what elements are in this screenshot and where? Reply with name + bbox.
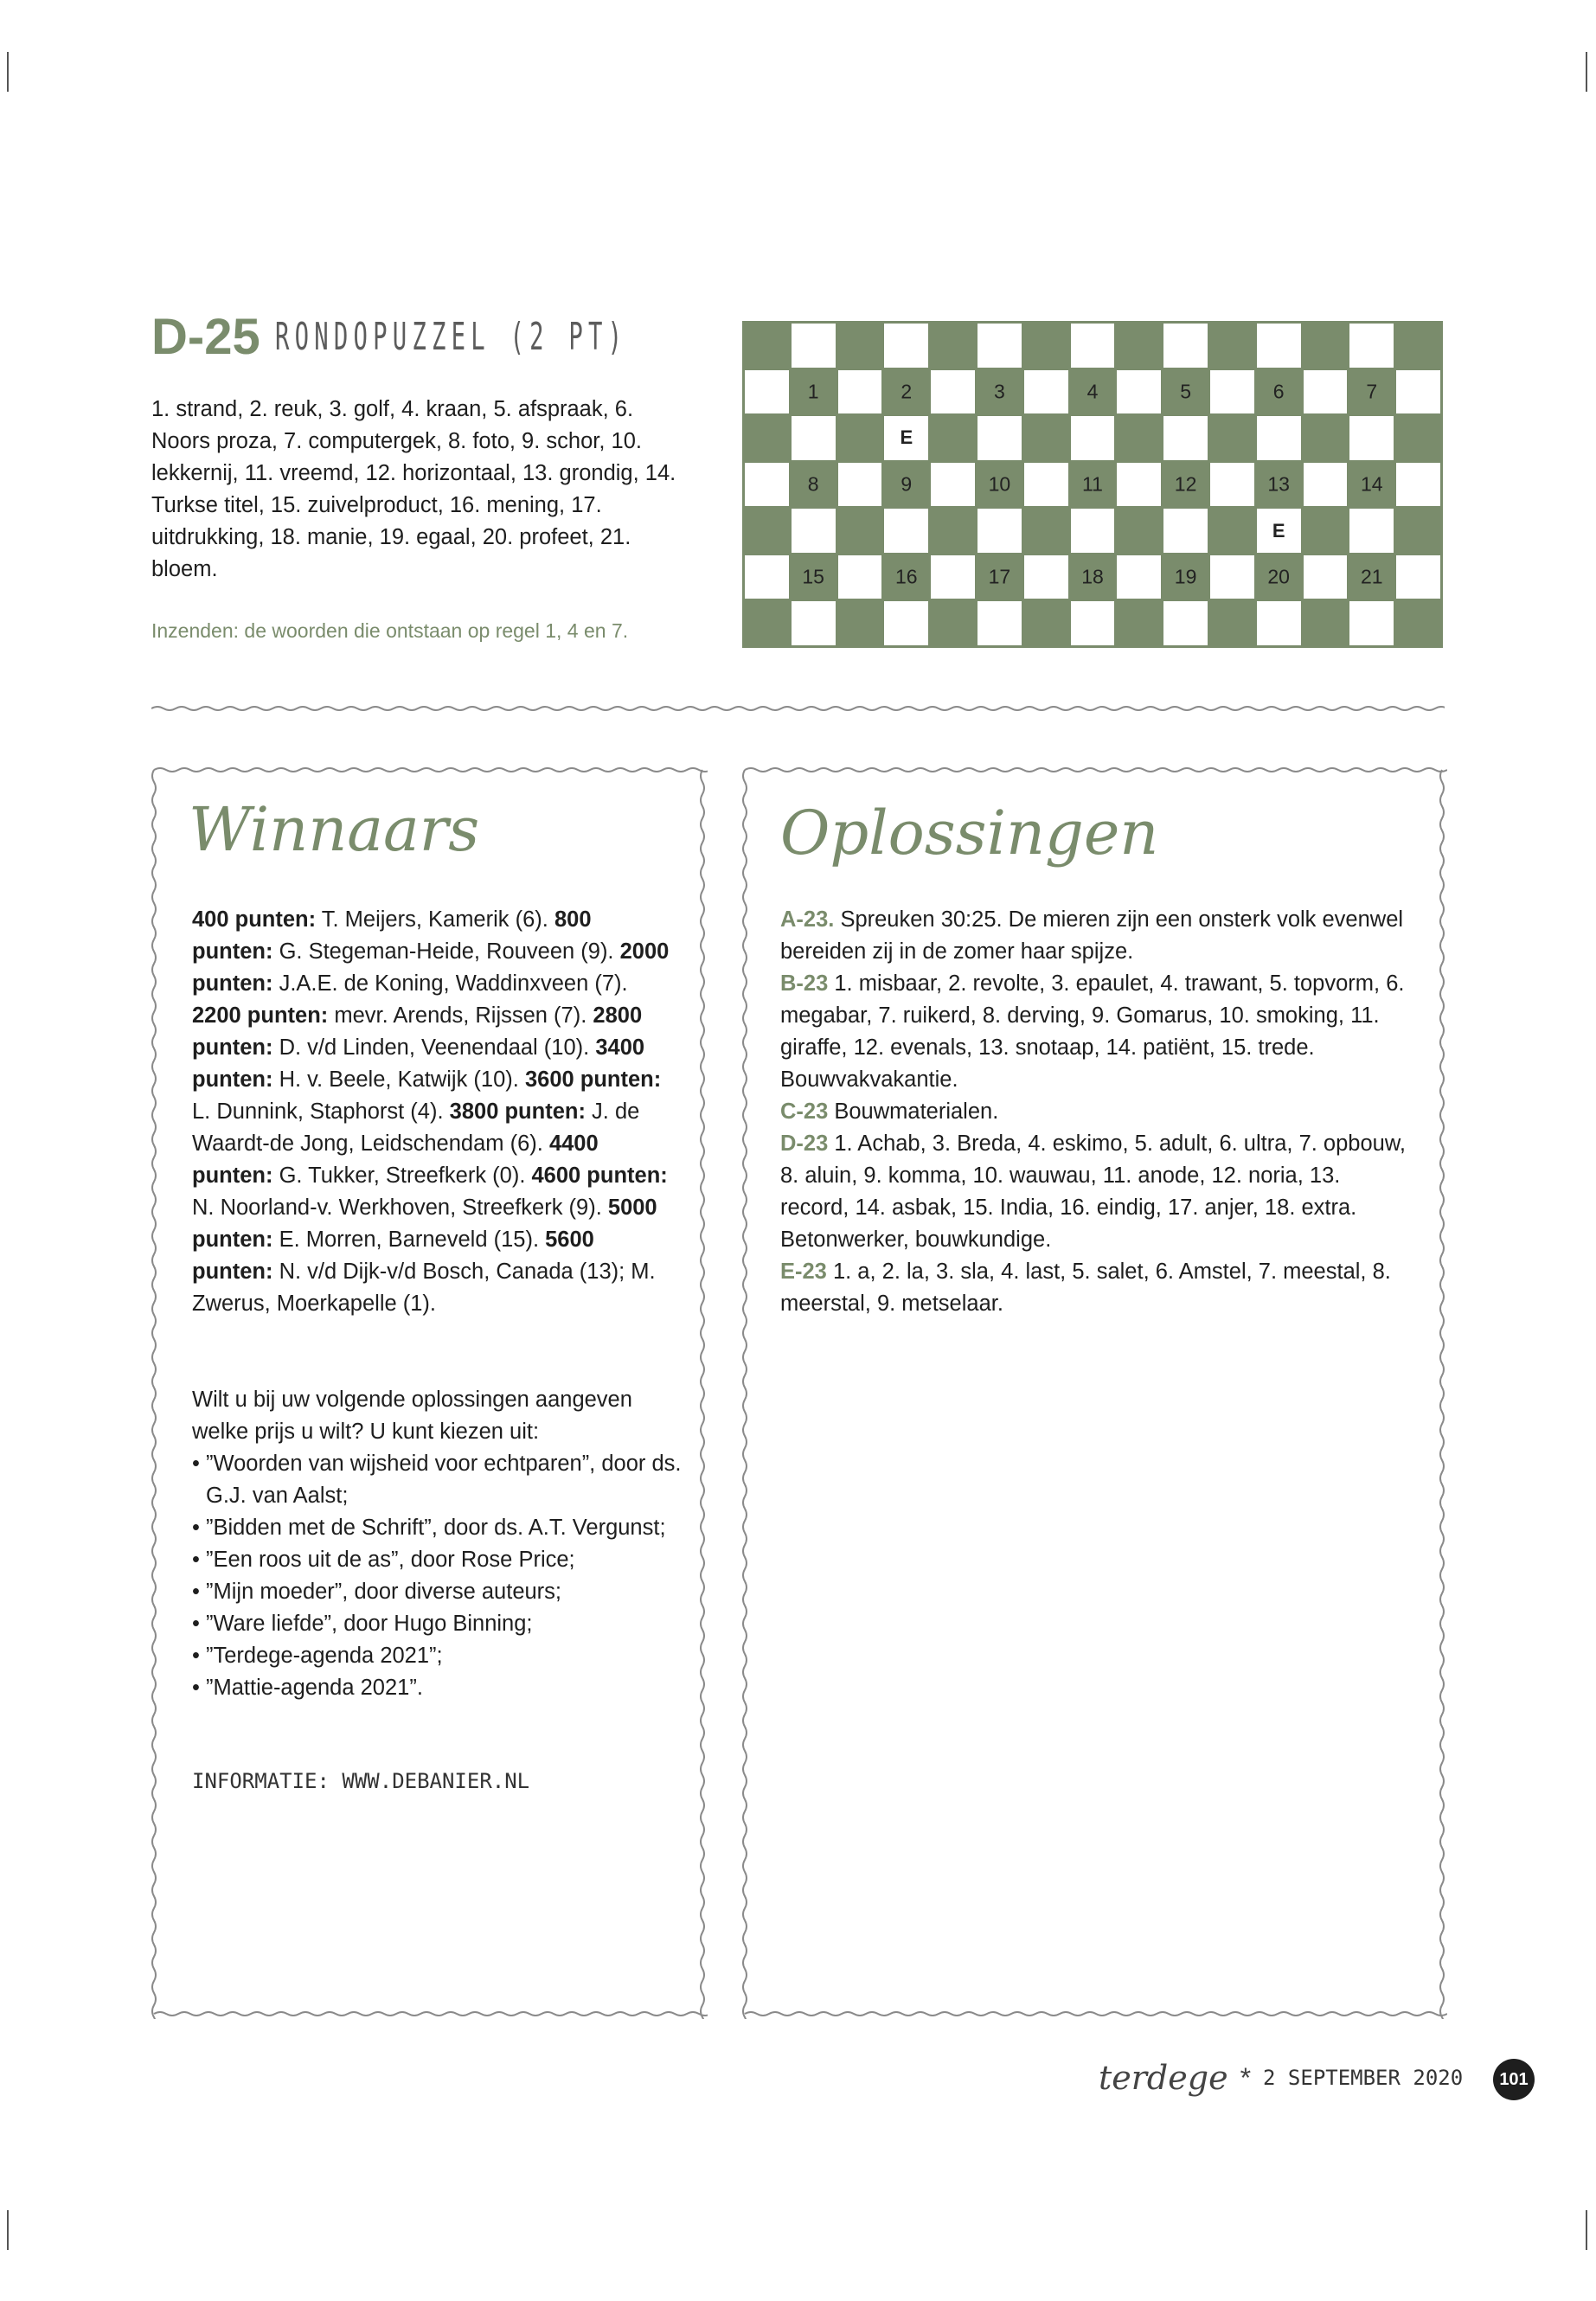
grid-cell[interactable] bbox=[1071, 416, 1115, 460]
oplossingen-list bbox=[780, 904, 1407, 1320]
grid-cell-shaded bbox=[1117, 324, 1161, 368]
grid-cell[interactable] bbox=[1396, 555, 1440, 599]
page-number: 101 bbox=[1493, 2059, 1535, 2100]
grid-number: 11 bbox=[1082, 472, 1103, 496]
grid-cell-shaded bbox=[838, 416, 882, 460]
grid-number: 6 bbox=[1272, 380, 1285, 403]
star-icon: * bbox=[1240, 2061, 1252, 2093]
grid-cell[interactable] bbox=[745, 370, 789, 414]
grid-cell-shaded bbox=[1396, 324, 1440, 368]
solution-code: C-23 bbox=[780, 1099, 829, 1124]
solution-text: 1. a, 2. la, 3. sla, 4. last, 5. salet, 6. Amstel, 7. meestal, 8. meerstal, 9. metselaar. bbox=[780, 1259, 1391, 1316]
crop-mark-top-right bbox=[1586, 52, 1587, 92]
grid-cell[interactable] bbox=[977, 509, 1022, 553]
winnaars-title: Winnaars bbox=[189, 794, 480, 865]
grid-cell-shaded bbox=[792, 555, 836, 599]
winner-points-label: 400 punten: bbox=[192, 907, 317, 932]
grid-cell-shaded bbox=[1304, 509, 1348, 553]
grid-cell[interactable] bbox=[1024, 555, 1068, 599]
winner-points-label: 800 punten: bbox=[192, 907, 592, 964]
wavy-divider bbox=[151, 702, 1445, 715]
grid-letter: E bbox=[900, 426, 913, 449]
grid-cell[interactable] bbox=[1257, 601, 1301, 645]
grid-cell[interactable] bbox=[1304, 463, 1348, 507]
grid-cell[interactable] bbox=[1257, 416, 1301, 460]
grid-cell[interactable] bbox=[1257, 324, 1301, 368]
prize-intro: Wilt u bij uw volgende oplossingen aangeven welke prijs u wilt? U kunt kiezen uit: bbox=[192, 1388, 632, 1444]
rondo-puzzle-grid bbox=[742, 321, 1443, 648]
grid-cell-shaded bbox=[1210, 324, 1254, 368]
prize-list bbox=[192, 1448, 689, 1704]
winnaars-list bbox=[192, 904, 676, 1320]
winner-points-label: 3800 punten: bbox=[449, 1099, 586, 1124]
grid-cell[interactable] bbox=[931, 463, 975, 507]
info-link[interactable]: INFORMATIE: WWW.DEBANIER.NL bbox=[192, 1769, 530, 1793]
grid-cell-shaded bbox=[1304, 324, 1348, 368]
grid-cell[interactable] bbox=[1304, 370, 1348, 414]
grid-cell[interactable] bbox=[977, 601, 1022, 645]
solution-code: B-23 bbox=[780, 971, 829, 996]
brand-logo: terdege bbox=[1099, 2059, 1228, 2097]
winner-name: N. Noorland-v. Werkhoven, Streefkerk (9). bbox=[192, 1195, 608, 1220]
grid-number: 9 bbox=[901, 472, 913, 496]
issue-date: 2 SEPTEMBER 2020 bbox=[1263, 2066, 1464, 2090]
winner-name: L. Dunnink, Staphorst (4). bbox=[192, 1099, 450, 1124]
prize-item: • ”Terdege-agenda 2021”; bbox=[192, 1644, 443, 1668]
grid-cell-shaded bbox=[1024, 416, 1068, 460]
crop-mark-bottom-right bbox=[1586, 2210, 1587, 2250]
grid-cell-shaded bbox=[1071, 463, 1115, 507]
winner-name: H. v. Beele, Katwijk (10). bbox=[272, 1067, 525, 1092]
grid-cell[interactable] bbox=[1163, 601, 1208, 645]
grid-cell[interactable] bbox=[1349, 509, 1394, 553]
grid-cell[interactable] bbox=[1210, 370, 1254, 414]
grid-cell[interactable] bbox=[838, 463, 882, 507]
grid-cell[interactable] bbox=[977, 416, 1022, 460]
solution-text: 1. misbaar, 2. revolte, 3. epaulet, 4. trawant, 5. topvorm, 6. megabar, 7. ruikerd, 8. derving, 9. Gomarus, 10. smoking, 11. giraffe, 12. evenals, 13. snotaap, 14. patiënt, 15. trede. Bouwvakvakantie. bbox=[780, 971, 1405, 1092]
footer bbox=[1099, 2059, 1463, 2097]
solution-item bbox=[780, 1096, 1407, 1128]
crop-mark-top-left bbox=[7, 52, 9, 92]
grid-cell[interactable] bbox=[792, 601, 836, 645]
grid-cell[interactable] bbox=[884, 601, 928, 645]
grid-cell-shaded bbox=[1024, 509, 1068, 553]
winner-points-label: 3600 punten: bbox=[524, 1067, 662, 1092]
solution-item bbox=[780, 1256, 1407, 1320]
grid-cell-shaded bbox=[1210, 416, 1254, 460]
grid-cell[interactable] bbox=[1071, 324, 1115, 368]
grid-cell[interactable] bbox=[1117, 555, 1161, 599]
grid-cell-shaded bbox=[884, 370, 928, 414]
grid-number: 3 bbox=[993, 380, 1005, 403]
winner-points-label: 3400 punten: bbox=[192, 1035, 645, 1092]
grid-cell[interactable] bbox=[792, 416, 836, 460]
grid-cell[interactable] bbox=[838, 370, 882, 414]
grid-cell-shaded bbox=[1163, 463, 1208, 507]
grid-cell[interactable] bbox=[1024, 370, 1068, 414]
prize-item: • ”Mattie-agenda 2021”. bbox=[192, 1676, 423, 1700]
winner-points-label: 5600 punten: bbox=[192, 1227, 594, 1284]
puzzle-clues: 1. strand, 2. reuk, 3. golf, 4. kraan, 5. afspraak, 6. Noors proza, 7. computergek, 8. foto, 9. schor, 10. lekkernij, 11. vreemd, 12. horizontaal, 13. grondig, 14. Turkse titel, 15. zuivelproduct, 16. mening, 17. uitdrukking, 18. manie, 19. egaal, 20. profeet, 21. bloem. bbox=[151, 397, 676, 581]
grid-cell-shaded bbox=[1396, 416, 1440, 460]
grid-cell-shaded bbox=[884, 555, 928, 599]
prize-item: • ”Woorden van wijsheid voor echtparen”, door ds. G.J. van Aalst; bbox=[192, 1452, 682, 1508]
winner-points-label: 4600 punten: bbox=[531, 1163, 668, 1188]
solution-text: 1. Achab, 3. Breda, 4. eskimo, 5. adult, 6. ultra, 7. opbouw, 8. aluin, 9. komma, 10. wauwau, 11. anode, 12. noria, 13. record, 14. asbak, 15. India, 16. eindig, 17. anjer, 18. extra. Betonwerker, bouwkundige. bbox=[780, 1131, 1406, 1252]
puzzle-title: RONDOPUZZEL (2 PT) bbox=[275, 315, 628, 359]
grid-cell-shaded bbox=[838, 509, 882, 553]
grid-cell[interactable] bbox=[1257, 509, 1301, 553]
grid-cell-shaded bbox=[1117, 416, 1161, 460]
grid-number: 19 bbox=[1174, 565, 1197, 588]
grid-cell-shaded bbox=[1117, 509, 1161, 553]
winner-name: T. Meijers, Kamerik (6). bbox=[316, 907, 554, 932]
grid-cell-shaded bbox=[792, 370, 836, 414]
grid-cell-shaded bbox=[1349, 370, 1394, 414]
grid-cell[interactable] bbox=[1210, 555, 1254, 599]
solution-item bbox=[780, 968, 1407, 1096]
winner-points-label: 2200 punten: bbox=[192, 1003, 329, 1028]
grid-cell-shaded bbox=[1163, 555, 1208, 599]
winner-name: J.A.E. de Koning, Waddinxveen (7). bbox=[272, 971, 628, 996]
prize-item: • ”Een roos uit de as”, door Rose Price; bbox=[192, 1548, 575, 1572]
grid-number: 7 bbox=[1366, 380, 1378, 403]
grid-number: 8 bbox=[807, 472, 819, 496]
grid-cell-shaded bbox=[977, 463, 1022, 507]
grid-cell-shaded bbox=[745, 509, 789, 553]
grid-cell[interactable] bbox=[977, 324, 1022, 368]
grid-cell[interactable] bbox=[838, 555, 882, 599]
grid-cell[interactable] bbox=[1163, 324, 1208, 368]
grid-number: 1 bbox=[807, 380, 819, 403]
solution-code: E-23 bbox=[780, 1259, 827, 1284]
grid-cell-shaded bbox=[931, 324, 975, 368]
grid-cell[interactable] bbox=[745, 463, 789, 507]
grid-cell[interactable] bbox=[884, 324, 928, 368]
grid-cell-shaded bbox=[1257, 370, 1301, 414]
grid-cell-shaded bbox=[931, 509, 975, 553]
grid-cell[interactable] bbox=[1163, 509, 1208, 553]
solution-text: Spreuken 30:25. De mieren zijn een onsterk volk evenwel bereiden zij in de zomer haar spijze. bbox=[780, 907, 1404, 964]
grid-cell[interactable] bbox=[884, 416, 928, 460]
winner-points-label: 2800 punten: bbox=[192, 1003, 643, 1060]
prize-section bbox=[192, 1384, 689, 1704]
grid-cell-shaded bbox=[977, 555, 1022, 599]
grid-cell-shaded bbox=[745, 324, 789, 368]
grid-number: 2 bbox=[901, 380, 913, 403]
solution-item bbox=[780, 904, 1407, 968]
grid-cell[interactable] bbox=[1117, 463, 1161, 507]
grid-number: 13 bbox=[1267, 472, 1290, 496]
solution-text: Bouwmaterialen. bbox=[828, 1099, 999, 1124]
grid-number: 14 bbox=[1360, 472, 1383, 496]
grid-number: 10 bbox=[988, 472, 1011, 496]
grid-cell[interactable] bbox=[1349, 601, 1394, 645]
grid-cell[interactable] bbox=[884, 509, 928, 553]
solution-code: D-23 bbox=[780, 1131, 829, 1156]
grid-cell-shaded bbox=[1071, 370, 1115, 414]
prize-item: • ”Mijn moeder”, door diverse auteurs; bbox=[192, 1580, 562, 1604]
grid-cell-shaded bbox=[884, 463, 928, 507]
grid-cell-shaded bbox=[1117, 601, 1161, 645]
grid-number: 17 bbox=[988, 565, 1011, 588]
grid-number: 4 bbox=[1086, 380, 1099, 403]
grid-cell[interactable] bbox=[1396, 370, 1440, 414]
grid-number: 15 bbox=[802, 565, 824, 588]
grid-cell-shaded bbox=[1349, 555, 1394, 599]
grid-cell-shaded bbox=[1396, 601, 1440, 645]
winner-name: J. de Waardt-de Jong, Leidschendam (6). bbox=[192, 1099, 640, 1156]
grid-cell-shaded bbox=[931, 416, 975, 460]
grid-number: 18 bbox=[1081, 565, 1104, 588]
grid-cell[interactable] bbox=[1396, 463, 1440, 507]
grid-cell-shaded bbox=[1024, 601, 1068, 645]
winner-points-label: 5000 punten: bbox=[192, 1195, 657, 1252]
winner-name: mevr. Arends, Rijssen (7). bbox=[328, 1003, 593, 1028]
winner-points-label: 2000 punten: bbox=[192, 939, 670, 996]
grid-cell[interactable] bbox=[1304, 555, 1348, 599]
grid-number: 20 bbox=[1267, 565, 1290, 588]
oplossingen-title: Oplossingen bbox=[780, 798, 1159, 868]
grid-cell-shaded bbox=[1163, 370, 1208, 414]
grid-cell[interactable] bbox=[931, 370, 975, 414]
winner-name: N. v/d Dijk-v/d Bosch, Canada (13); M. Zwerus, Moerkapelle (1). bbox=[192, 1259, 656, 1316]
grid-cell[interactable] bbox=[1071, 509, 1115, 553]
grid-number: 16 bbox=[894, 565, 918, 588]
grid-cell-shaded bbox=[1396, 509, 1440, 553]
prize-item: • ”Ware liefde”, door Hugo Binning; bbox=[192, 1612, 533, 1636]
grid-cell[interactable] bbox=[1163, 416, 1208, 460]
puzzle-code: D-25 bbox=[151, 309, 260, 365]
grid-cell-shaded bbox=[1257, 555, 1301, 599]
winner-name: G. Tukker, Streefkerk (0). bbox=[272, 1163, 532, 1188]
grid-number: 5 bbox=[1180, 380, 1191, 403]
grid-cell-shaded bbox=[1024, 324, 1068, 368]
grid-cell[interactable] bbox=[792, 509, 836, 553]
grid-cell[interactable] bbox=[792, 324, 836, 368]
grid-cell-shaded bbox=[1349, 463, 1394, 507]
grid-cell[interactable] bbox=[1349, 416, 1394, 460]
grid-cell[interactable] bbox=[1024, 463, 1068, 507]
grid-cell[interactable] bbox=[1117, 370, 1161, 414]
submission-note: Inzenden: de woorden die ontstaan op regel 1, 4 en 7. bbox=[151, 619, 629, 642]
grid-cell[interactable] bbox=[745, 555, 789, 599]
grid-cell-shaded bbox=[977, 370, 1022, 414]
grid-cell-shaded bbox=[745, 601, 789, 645]
grid-cell-shaded bbox=[931, 601, 975, 645]
grid-cell-shaded bbox=[1210, 509, 1254, 553]
grid-cell-shaded bbox=[1257, 463, 1301, 507]
grid-letter: E bbox=[1272, 519, 1285, 542]
solution-item bbox=[780, 1128, 1407, 1256]
grid-cell[interactable] bbox=[1071, 601, 1115, 645]
grid-cell-shaded bbox=[838, 601, 882, 645]
grid-number: 21 bbox=[1360, 565, 1383, 588]
grid-cell-shaded bbox=[745, 416, 789, 460]
grid-number: 12 bbox=[1174, 472, 1197, 496]
winner-points-label: 4400 punten: bbox=[192, 1131, 599, 1188]
grid-cell[interactable] bbox=[931, 555, 975, 599]
solution-code: A-23. bbox=[780, 907, 835, 932]
grid-cell-shaded bbox=[1210, 601, 1254, 645]
grid-cell[interactable] bbox=[1210, 463, 1254, 507]
grid-cell-shaded bbox=[1071, 555, 1115, 599]
grid-cell-shaded bbox=[838, 324, 882, 368]
grid-cell-shaded bbox=[1304, 416, 1348, 460]
winner-name: G. Stegeman-Heide, Rouveen (9). bbox=[272, 939, 620, 964]
winner-name: D. v/d Linden, Veenendaal (10). bbox=[272, 1035, 596, 1060]
prize-item: • ”Bidden met de Schrift”, door ds. A.T. Vergunst; bbox=[192, 1516, 666, 1540]
grid-cell-shaded bbox=[792, 463, 836, 507]
grid-cell[interactable] bbox=[1349, 324, 1394, 368]
grid-cell-shaded bbox=[1304, 601, 1348, 645]
crop-mark-bottom-left bbox=[7, 2210, 9, 2250]
winner-name: E. Morren, Barneveld (15). bbox=[272, 1227, 546, 1252]
